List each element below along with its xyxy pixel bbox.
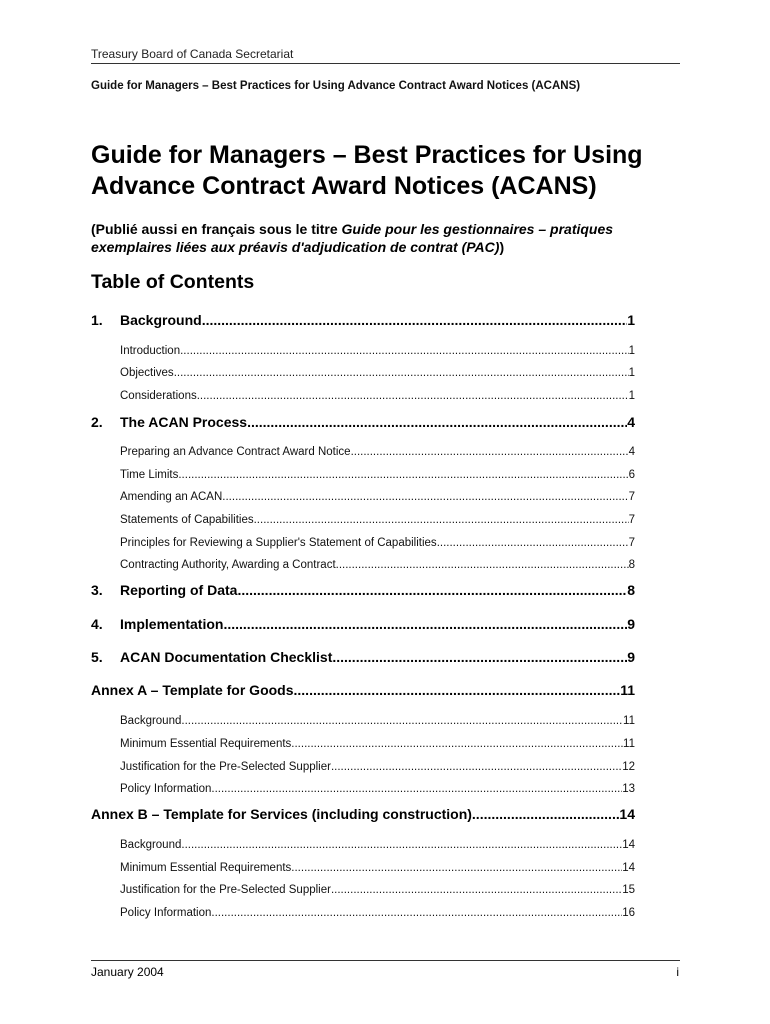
toc-section-acan-process[interactable] bbox=[91, 414, 635, 430]
toc-section-page: 9 bbox=[627, 649, 635, 665]
toc-section-number: 4. bbox=[91, 616, 103, 632]
toc-leader bbox=[222, 491, 628, 503]
toc-leader bbox=[174, 367, 629, 379]
toc-annex-a[interactable] bbox=[91, 682, 635, 698]
toc-item-title: Justification for the Pre-Selected Supplier bbox=[120, 761, 331, 773]
toc-annex-page: 14 bbox=[619, 806, 635, 822]
toc-item-title: Preparing an Advance Contract Award Notice bbox=[120, 446, 351, 458]
toc-item-annex-a-policy[interactable] bbox=[120, 783, 635, 795]
toc-section-title: ACAN Documentation Checklist bbox=[120, 649, 333, 665]
toc-item-page: 8 bbox=[628, 559, 635, 571]
toc-leader bbox=[247, 414, 627, 430]
publication-note-prefix: (Publié aussi en français sous le titre bbox=[91, 221, 342, 237]
toc-section-reporting-of-data[interactable] bbox=[91, 582, 635, 598]
toc-item-page: 11 bbox=[623, 715, 635, 727]
toc-leader bbox=[180, 345, 628, 357]
toc-item-title: Justification for the Pre-Selected Supplier bbox=[120, 884, 331, 896]
toc-item-page: 7 bbox=[628, 537, 635, 549]
toc-leader bbox=[437, 537, 629, 549]
toc-item-title: Considerations bbox=[120, 390, 197, 402]
toc-item-page: 7 bbox=[628, 491, 635, 503]
toc-item-objectives[interactable] bbox=[120, 367, 635, 379]
toc-section-number: 2. bbox=[91, 414, 103, 430]
toc-item-title: Background bbox=[120, 715, 182, 727]
toc-item-page: 16 bbox=[622, 907, 635, 919]
toc-annex-title: Annex B – Template for Services (including construction) bbox=[91, 806, 472, 822]
toc-section-title: Implementation bbox=[120, 616, 224, 632]
toc-leader bbox=[181, 715, 623, 727]
toc-item-title: Statements of Capabilities bbox=[120, 514, 254, 526]
toc-item-title: Principles for Reviewing a Supplier's Statement of Capabilities bbox=[120, 537, 437, 549]
toc-item-page: 4 bbox=[628, 446, 635, 458]
toc-leader bbox=[197, 390, 629, 402]
toc-section-implementation[interactable] bbox=[91, 616, 635, 632]
header-subtitle: Guide for Managers – Best Practices for Using Advance Contract Award Notices (ACANS) bbox=[91, 80, 581, 92]
toc-section-documentation-checklist[interactable] bbox=[91, 649, 635, 665]
footer-date: January 2004 bbox=[91, 965, 164, 979]
toc-item-page: 7 bbox=[628, 514, 635, 526]
publication-note bbox=[91, 220, 691, 256]
publication-note-suffix: ) bbox=[499, 239, 505, 255]
toc-leader bbox=[223, 616, 627, 632]
toc-item-page: 1 bbox=[628, 390, 635, 402]
toc-item-page: 14 bbox=[622, 839, 635, 851]
toc-section-page: 1 bbox=[627, 312, 635, 328]
toc-leader bbox=[331, 884, 622, 896]
document-title: Guide for Managers – Best Practices for Using Advance Contract Award Notices (ACANS) bbox=[91, 141, 643, 200]
toc-leader bbox=[291, 738, 623, 750]
toc-annex-page: 11 bbox=[620, 682, 635, 698]
toc-section-background[interactable] bbox=[91, 312, 635, 328]
toc-leader bbox=[178, 469, 628, 481]
toc-item-reviewing-principles[interactable] bbox=[120, 537, 635, 549]
footer-page-number: i bbox=[676, 965, 679, 979]
toc-item-title: Minimum Essential Requirements bbox=[120, 862, 292, 874]
toc-annex-title: Annex A – Template for Goods bbox=[91, 682, 294, 698]
toc-section-page: 4 bbox=[627, 414, 635, 430]
toc-leader bbox=[351, 446, 629, 458]
toc-item-annex-b-policy[interactable] bbox=[120, 907, 635, 919]
toc-item-page: 1 bbox=[628, 345, 635, 357]
toc-item-title: Minimum Essential Requirements bbox=[120, 738, 292, 750]
toc-item-title: Amending an ACAN bbox=[120, 491, 223, 503]
toc-item-introduction[interactable] bbox=[120, 345, 635, 357]
toc-item-annex-a-requirements[interactable] bbox=[120, 738, 635, 750]
toc-heading: Table of Contents bbox=[91, 271, 255, 293]
toc-item-page: 11 bbox=[623, 738, 635, 750]
toc-item-time-limits[interactable] bbox=[120, 469, 635, 481]
toc-item-title: Introduction bbox=[120, 345, 181, 357]
footer-rule bbox=[91, 960, 680, 961]
toc-section-page: 9 bbox=[627, 616, 635, 632]
toc-item-statements-of-capabilities[interactable] bbox=[120, 514, 635, 526]
publication-note-french-title: Guide pour les gestionnaires – pratiques exemplaires liées aux préavis d'adjudication de contrat (PAC) bbox=[91, 221, 614, 255]
toc-item-title: Time Limits bbox=[120, 469, 179, 481]
toc-leader bbox=[294, 682, 621, 698]
toc-annex-b[interactable] bbox=[91, 806, 635, 822]
toc-item-title: Objectives bbox=[120, 367, 174, 379]
toc-item-amending-acan[interactable] bbox=[120, 491, 635, 503]
toc-section-number: 5. bbox=[91, 649, 103, 665]
toc-item-page: 1 bbox=[628, 367, 635, 379]
toc-item-annex-a-background[interactable] bbox=[120, 715, 635, 727]
toc-item-page: 6 bbox=[628, 469, 635, 481]
toc-leader bbox=[211, 907, 622, 919]
toc-item-title: Background bbox=[120, 839, 182, 851]
toc-item-title: Policy Information bbox=[120, 783, 212, 795]
toc-item-preparing-acan[interactable] bbox=[120, 446, 635, 458]
toc-leader bbox=[181, 839, 622, 851]
toc-section-number: 1. bbox=[91, 312, 103, 328]
toc-item-page: 13 bbox=[622, 783, 635, 795]
toc-item-page: 12 bbox=[622, 761, 635, 773]
toc-item-annex-b-requirements[interactable] bbox=[120, 862, 635, 874]
toc-leader bbox=[254, 514, 629, 526]
toc-section-page: 8 bbox=[627, 582, 635, 598]
toc-leader bbox=[336, 559, 629, 571]
toc-leader bbox=[211, 783, 622, 795]
toc-leader bbox=[332, 649, 627, 665]
toc-item-contracting-authority[interactable] bbox=[120, 559, 635, 571]
toc-leader bbox=[237, 582, 627, 598]
toc-section-title: Reporting of Data bbox=[120, 582, 238, 598]
toc-item-considerations[interactable] bbox=[120, 390, 635, 402]
toc-item-title: Policy Information bbox=[120, 907, 212, 919]
toc-leader bbox=[331, 761, 622, 773]
toc-section-title: The ACAN Process bbox=[120, 414, 248, 430]
toc-item-title: Contracting Authority, Awarding a Contract bbox=[120, 559, 336, 571]
header-organization: Treasury Board of Canada Secretariat bbox=[91, 47, 294, 61]
toc-item-page: 15 bbox=[622, 884, 635, 896]
toc-item-page: 14 bbox=[622, 862, 635, 874]
toc-item-annex-a-justification[interactable] bbox=[120, 761, 635, 773]
header-rule bbox=[91, 63, 680, 64]
toc-section-number: 3. bbox=[91, 582, 103, 598]
toc-leader bbox=[291, 862, 622, 874]
toc-leader bbox=[202, 312, 628, 328]
toc-leader bbox=[472, 806, 620, 822]
toc-section-title: Background bbox=[120, 312, 202, 328]
toc-item-annex-b-background[interactable] bbox=[120, 839, 635, 851]
toc-item-annex-b-justification[interactable] bbox=[120, 884, 635, 896]
